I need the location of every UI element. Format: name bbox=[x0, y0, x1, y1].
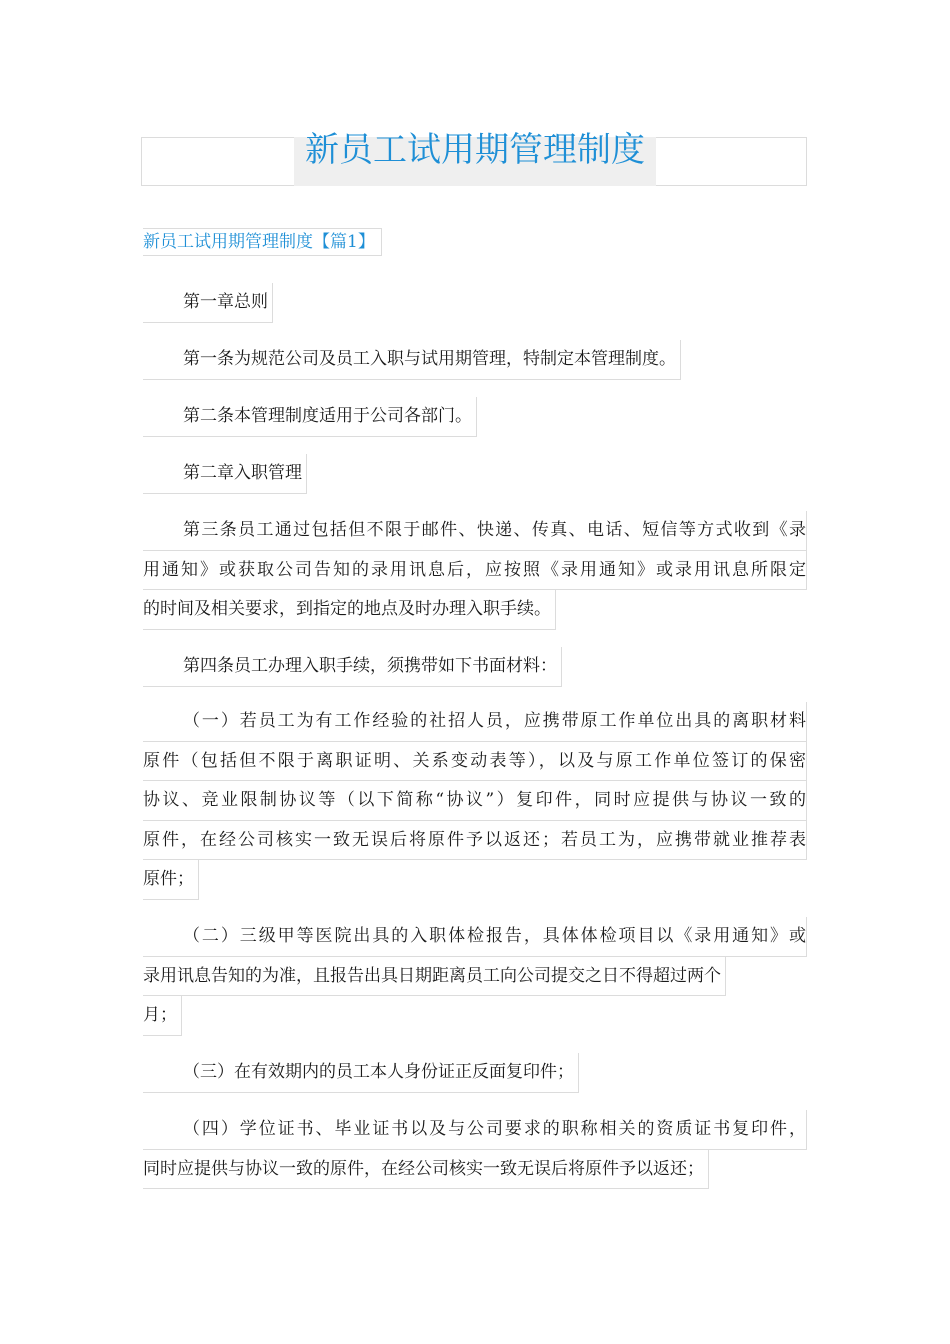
paragraph-line: （四）学位证书、毕业证书以及与公司要求的职称相关的资质证书复印件， bbox=[143, 1110, 807, 1150]
paragraph-line: 第三条员工通过包括但不限于邮件、快递、传真、电话、短信等方式收到《录 bbox=[143, 511, 807, 551]
paragraph-item-1 bbox=[143, 702, 809, 900]
paragraph-line: 第四条员工办理入职手续，须携带如下书面材料： bbox=[143, 647, 562, 687]
paragraph-line: （三）在有效期内的员工本人身份证正反面复印件； bbox=[143, 1053, 579, 1093]
document-title: 新员工试用期管理制度 bbox=[305, 130, 645, 170]
paragraph-article-1 bbox=[143, 340, 809, 380]
section-subtitle: 新员工试用期管理制度【篇1】 bbox=[143, 228, 382, 256]
paragraph-line: 录用讯息告知的为准，且报告出具日期距离员工向公司提交之日不得超过两个 bbox=[143, 957, 726, 997]
paragraph-line: 用通知》或获取公司告知的录用讯息后，应按照《录用通知》或录用讯息所限定 bbox=[143, 551, 807, 591]
paragraph-item-4 bbox=[143, 1110, 809, 1189]
paragraph-line: 原件； bbox=[143, 860, 199, 900]
paragraph-line: 的时间及相关要求，到指定的地点及时办理入职手续。 bbox=[143, 590, 556, 630]
paragraph-line: （二）三级甲等医院出具的入职体检报告，具体体检项目以《录用通知》或 bbox=[143, 917, 807, 957]
paragraph-line: 原件，在经公司核实一致无误后将原件予以返还；若员工为，应携带就业推荐表 bbox=[143, 821, 807, 861]
paragraph-line: （一）若员工为有工作经验的社招人员，应携带原工作单位出具的离职材料 bbox=[143, 702, 807, 742]
paragraph-line: 第一章总则 bbox=[143, 283, 273, 323]
paragraph-chapter-2 bbox=[143, 454, 809, 494]
paragraph-item-3 bbox=[143, 1053, 809, 1093]
paragraph-item-2 bbox=[143, 917, 809, 1036]
paragraph-article-3 bbox=[143, 511, 809, 630]
paragraph-line: 月； bbox=[143, 996, 182, 1036]
paragraph-line: 第二条本管理制度适用于公司各部门。 bbox=[143, 397, 477, 437]
paragraph-line: 协议、竞业限制协议等（以下简称“协议”）复印件，同时应提供与协议一致的 bbox=[143, 781, 807, 821]
paragraph-line: 第一条为规范公司及员工入职与试用期管理，特制定本管理制度。 bbox=[143, 340, 681, 380]
paragraph-article-4 bbox=[143, 647, 809, 687]
paragraph-line: 原件（包括但不限于离职证明、关系变动表等），以及与原工作单位签订的保密 bbox=[143, 742, 807, 782]
paragraph-line: 同时应提供与协议一致的原件，在经公司核实一致无误后将原件予以返还； bbox=[143, 1150, 709, 1190]
paragraph-line: 第二章入职管理 bbox=[143, 454, 307, 494]
paragraph-chapter-1 bbox=[143, 283, 809, 323]
paragraph-article-2 bbox=[143, 397, 809, 437]
